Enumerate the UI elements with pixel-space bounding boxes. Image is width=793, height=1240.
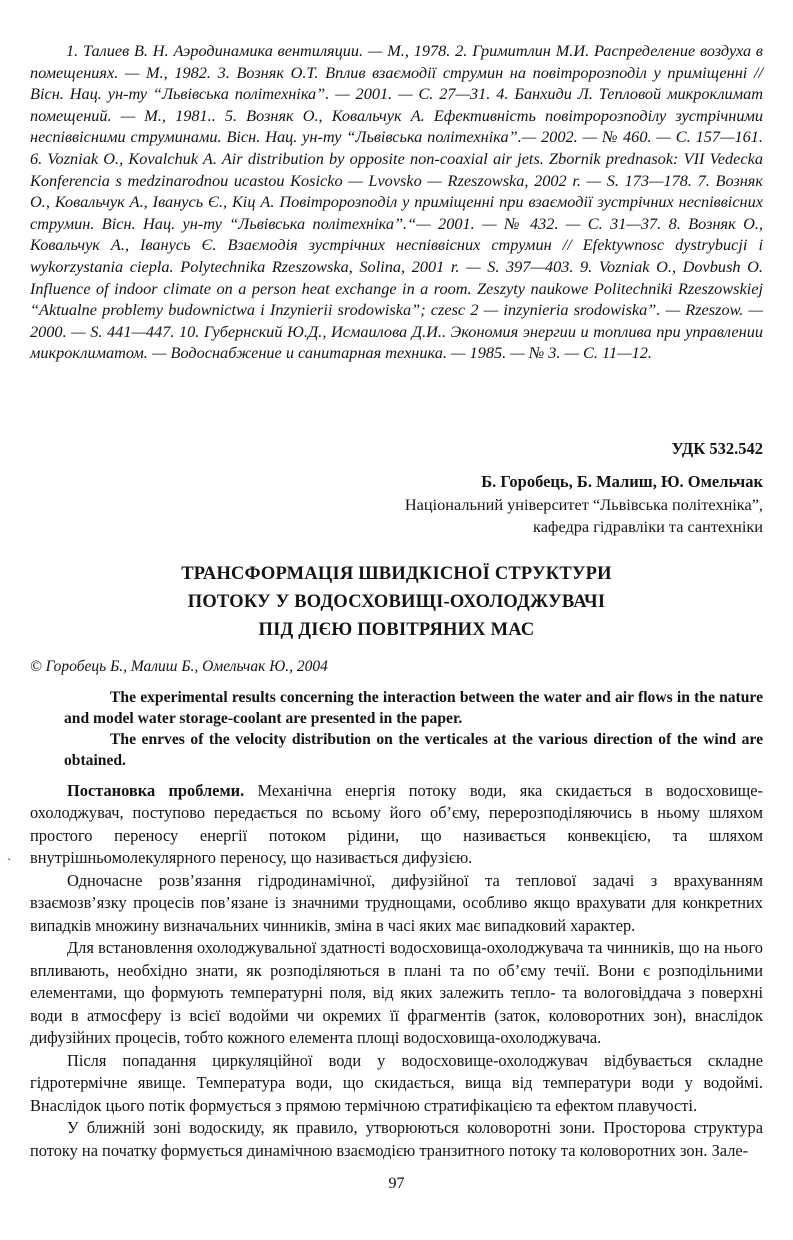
page-number: 97	[388, 1175, 405, 1192]
scan-artifact: ˏ	[7, 846, 12, 861]
copyright-line: © Горобець Б., Малиш Б., Омельчак Ю., 2004	[30, 657, 328, 675]
body-paragraph-5: У ближній зоні водоскиду, як правило, утворюються коловоротні зони. Просторова структура потоку на початку формується динамічною взаємодією транзитного потоку та коловоротних зон. Зале-	[30, 1118, 763, 1160]
body-paragraph-4: Після попадання циркуляційної води у водосховище-охолоджувач відбувається складне гідротермічне явище. Температура води, що скидається, вища від температури води у водоймі. Внаслідок цього потік формується з прямою термічною стратифікацією та ефектом плавучості.	[30, 1050, 763, 1115]
paper-title-line-2: ПОТОКУ У ВОДОСХОВИЩІ-ОХОЛОДЖУВАЧІ	[187, 591, 606, 612]
body-text	[30, 780, 763, 1163]
paragraph-text: Механічна енергія потоку води, яка скидається в водосховище-охолоджувач, поступово передається по всьому його об’єму, перерозподіляючись в ньому шляхом простого переносу енергії потоком рідини, що називається конвекцією, та шляхом внутрішньомолекулярного переносу, що називається дифузією.	[30, 780, 763, 868]
udk-code: УДК 532.542	[671, 438, 763, 458]
references-paragraph: 1. Талиев В. Н. Аэродинамика вентиляции. — М., 1978. 2. Гримитлин М.И. Распределение воздуха в помещениях. — М., 1982. 3. Возняк О.Т. Вплив взаємодії струмин на повітророзподіл у приміщенні // Вісн. Нац. ун-ту “Львівська політехніка”. — 2001. — С. 27—31. 4. Банхиди Л. Тепловой микроклимат помещений. — М., 1981.. 5. Возняк О., Ковальчук А. Ефективність повітророзподілу зустрічними неспіввісними струминами. Вісн. Нац. ун-ту “Львівська політехніка”.— 2002. — № 460. — С. 157—161. 6. Vozniak O., Kovalchuk A. Air distribution by opposite non-coaxial air jets. Zbornik prednasok: VII Vedecka Konferencia s medzinarodnou ucastou Kosicko — Lvovsko — Rzeszowska, 2002 r. — S. 173—178. 7. Возняк О., Ковальчук А., Іванусь Є., Кіц А. Повітророзподіл у приміщенні при взаємодії зустрічних неспіввісних струмин. Вісн. Нац. ун-ту “Львівська політехніка”.“— 2001. — № 432. — С. 31—37. 8. Возняк О., Ковальчук А., Іванусь Є. Взаємодія зустрічних неспіввісних струмин // Efektywnosc dystrybucji i wykorzystania ciepla. Polytechnika Rzeszowska, Solina, 2001 r. — S. 397—403. 9. Vozniak O., Dovbush O. Influence of indoor climate on a person heat exchange in a room. Zeszyty naukowe Politechniki Rzeszowskiej “Aktualne problemy budownictwa i Inzynierii srodowiska”; czesc 2 — inzynieria srodowiska”. — Rzeszow. — 2000. — S. 441—447. 10. Губернский Ю.Д., Исмаилова Д.И.. Экономия энергии и топлива при управлении микроклиматом. — Водоснабжение и санитарная техника. — 1985. — № 3. — С. 11—12.	[30, 41, 763, 363]
affiliation-line-1: Національний університет “Львівська політехніка”,	[404, 494, 763, 514]
body-paragraph-1	[30, 780, 763, 870]
abstract-paragraph-1: The experimental results concerning the interaction between the water and air flows in the nature and model water storage-coolant are presented in the paper.	[64, 688, 763, 727]
authors-line: Б. Горобець, Б. Малиш, Ю. Омельчак	[481, 471, 763, 491]
affiliation-line-2: кафедра гідравліки та сантехніки	[533, 516, 763, 536]
paragraph-lead: Постановка проблеми.	[67, 780, 245, 800]
paper-title-line-1: ТРАНСФОРМАЦІЯ ШВИДКІСНОЇ СТРУКТУРИ	[181, 563, 612, 584]
abstract-block	[64, 687, 763, 771]
body-paragraph-2: Одночасне розв’язання гідродинамічної, дифузійної та теплової задачі з врахуванням взаємозв’язку процесів пов’язане із значними труднощами, особливо якщо врахувати для конкретних випадків множину визначальних чинників, зміна в часі яких має випадковий характер.	[30, 870, 763, 935]
paper-title-line-3: ПІД ДІЄЮ ПОВІТРЯНИХ МАС	[258, 619, 535, 640]
abstract-paragraph-2: The enrves of the velocity distribution on the verticales at the various direction of the wind are obtained.	[64, 730, 763, 769]
body-paragraph-3: Для встановлення охолоджувальної здатності водосховища-охолоджувача та чинників, що на нього впливають, необхідно знати, як розподіляються в плані та по об’єму течії. Вони є розподільними елементами, що формують температурні поля, від яких залежить тепло- та вологовіддача з поверхні води в атмосферу із всієї водойми чи окремих її фрагментів (заток, коловоротних зон), внаслідок дифузійних процесів, тобто кожного елемента площі водосховища-охолоджувача.	[30, 938, 763, 1048]
paper-title	[30, 560, 763, 644]
